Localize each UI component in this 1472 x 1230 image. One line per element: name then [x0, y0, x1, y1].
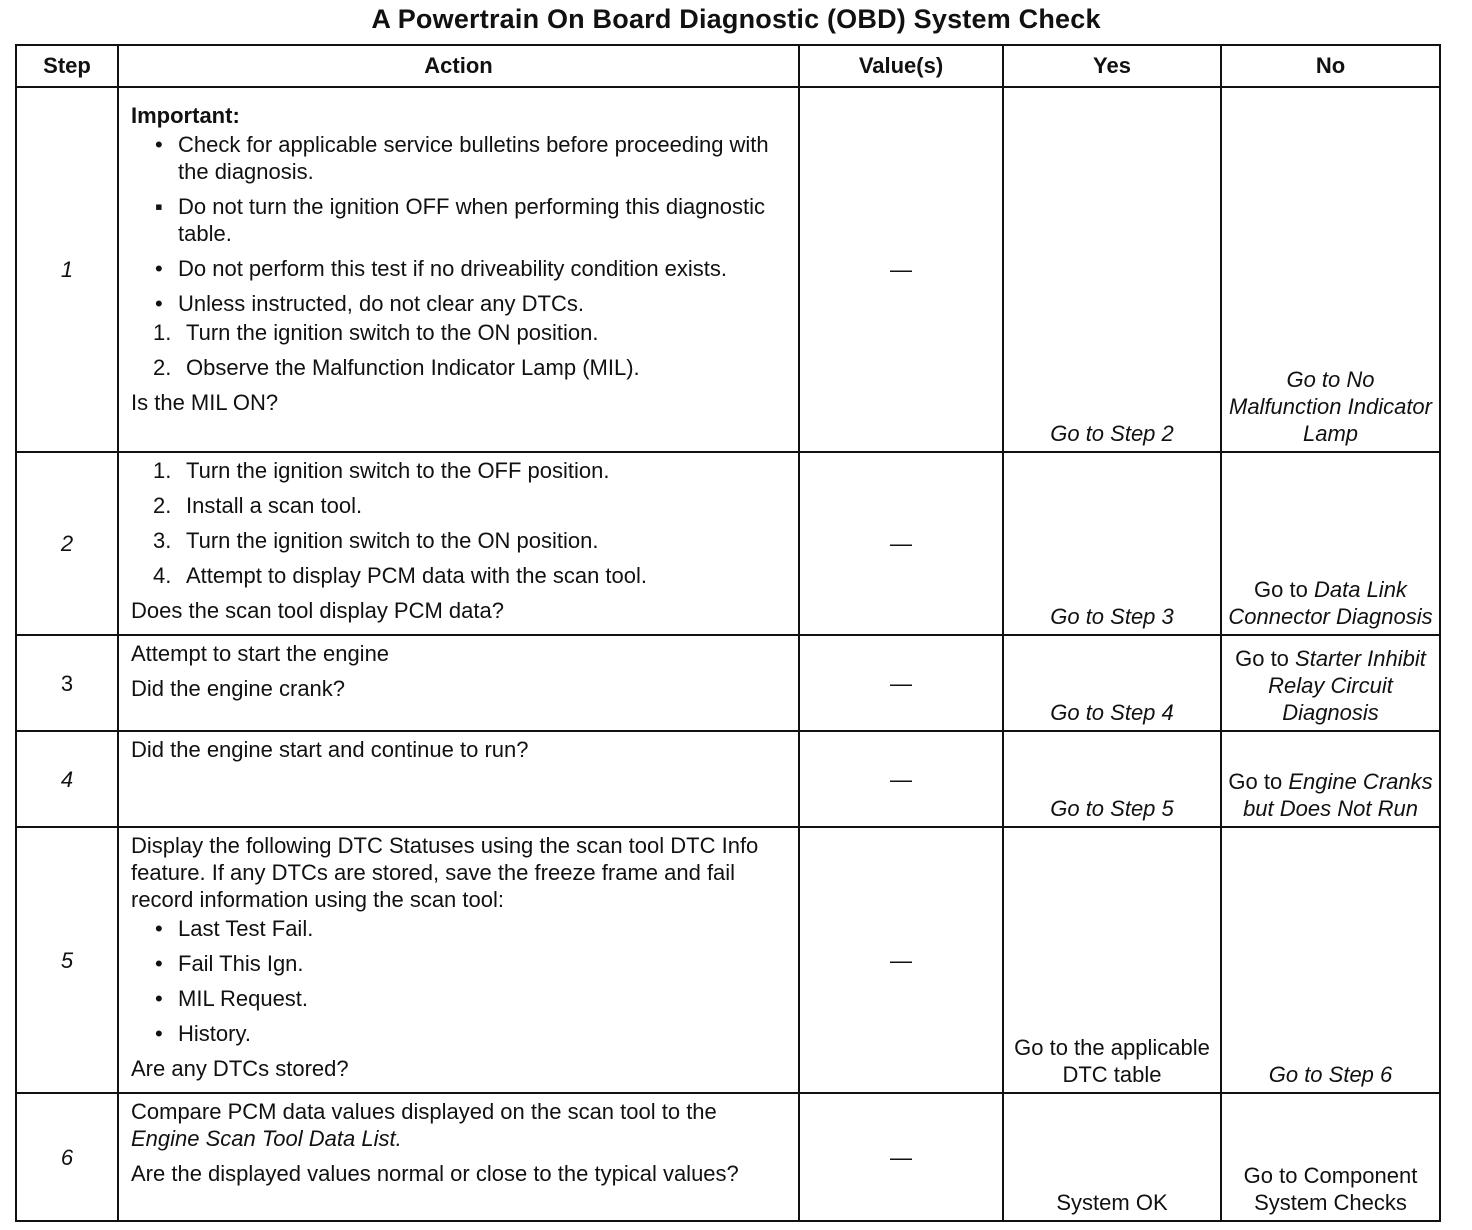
table-row — [16, 827, 1440, 1093]
question: Did the engine start and continue to run? — [131, 737, 529, 762]
list-item: • Fail This Ign. — [155, 951, 304, 976]
yes-cell — [1003, 452, 1221, 635]
action-text: Attempt to start the engine — [131, 641, 390, 666]
list-item: • Check for applicable service bulletins before proceeding with the diagnosis. — [155, 132, 769, 184]
list-item: 3. Turn the ignition switch to the ON position. — [153, 528, 599, 553]
action-cell — [118, 635, 799, 731]
step-number: 1 — [16, 87, 118, 452]
step-number: 6 — [16, 1093, 118, 1221]
bullet-icon: • — [155, 916, 163, 941]
step-number: 5 — [16, 827, 118, 1093]
table-row — [16, 1093, 1440, 1221]
bullet-icon: • — [155, 951, 163, 976]
step-number: 4 — [16, 731, 118, 827]
header-yes: Yes — [1003, 45, 1221, 87]
no-link[interactable]: Engine Cranks but Does Not Run — [1243, 769, 1433, 821]
list-item: • MIL Request. — [155, 986, 309, 1011]
bullet-icon: • — [155, 256, 163, 281]
yes-cell — [1003, 731, 1221, 827]
no-link[interactable]: Go to Component System Checks — [1243, 1163, 1418, 1215]
action-cell — [118, 731, 799, 827]
yes-link[interactable]: Go to Step 4 — [1050, 700, 1174, 725]
table-row — [16, 452, 1440, 635]
no-prefix: Go to — [1228, 769, 1283, 794]
yes-cell — [1003, 635, 1221, 731]
header-row — [16, 45, 1440, 87]
no-link[interactable]: Starter Inhibit Relay Circuit Diagnosis — [1268, 646, 1426, 725]
list-item: 4. Attempt to display PCM data with the scan tool. — [153, 563, 648, 588]
bullet-icon: ▪ — [155, 194, 163, 219]
value-cell: — — [799, 1093, 1003, 1221]
bullet-icon: • — [155, 986, 163, 1011]
table-row — [16, 87, 1440, 452]
yes-link[interactable]: Go to the applicable DTC table — [1014, 1035, 1210, 1087]
no-cell — [1221, 827, 1440, 1093]
list-item: 2. Install a scan tool. — [153, 493, 363, 518]
reference-link[interactable]: Engine Scan Tool Data List. — [131, 1126, 402, 1151]
question: Did the engine crank? — [131, 676, 346, 701]
list-item: • Unless instructed, do not clear any DTCs. — [155, 291, 584, 316]
no-cell — [1221, 731, 1440, 827]
action-cell — [118, 452, 799, 635]
list-item: • History. — [155, 1021, 251, 1046]
yes-link[interactable]: Go to Step 2 — [1050, 421, 1174, 446]
table-row — [16, 731, 1440, 827]
value-cell: — — [799, 87, 1003, 452]
list-item: • Last Test Fail. — [155, 916, 314, 941]
header-values: Value(s) — [799, 45, 1003, 87]
header-no: No — [1221, 45, 1440, 87]
yes-link[interactable]: Go to Step 3 — [1050, 604, 1174, 629]
no-cell — [1221, 1093, 1440, 1221]
list-item: 2. Observe the Malfunction Indicator Lamp (MIL). — [153, 355, 640, 380]
important-label: Important: — [131, 103, 240, 128]
yes-cell — [1003, 827, 1221, 1093]
header-action: Action — [118, 45, 799, 87]
question: Are the displayed values normal or close to the typical values? — [131, 1161, 739, 1186]
no-cell — [1221, 452, 1440, 635]
action-cell — [118, 1093, 799, 1221]
bullet-icon: • — [155, 132, 163, 157]
diagnostic-table — [15, 44, 1441, 1222]
value-cell: — — [799, 827, 1003, 1093]
list-item: ▪ Do not turn the ignition OFF when performing this diagnostic table. — [155, 194, 765, 246]
action-cell — [118, 87, 799, 452]
bullet-icon: • — [155, 291, 163, 316]
no-cell — [1221, 635, 1440, 731]
yes-link[interactable]: Go to Step 5 — [1050, 796, 1174, 821]
step-number: 3 — [16, 635, 118, 731]
page-title: A Powertrain On Board Diagnostic (OBD) System Check — [371, 4, 1101, 34]
list-item: 1. Turn the ignition switch to the ON position. — [153, 320, 599, 345]
header-step: Step — [16, 45, 118, 87]
no-link[interactable]: Go to Step 6 — [1268, 1062, 1393, 1087]
action-cell — [118, 827, 799, 1093]
value-cell: — — [799, 731, 1003, 827]
question: Are any DTCs stored? — [131, 1056, 349, 1081]
no-cell — [1221, 87, 1440, 452]
no-link[interactable]: Data Link Connector Diagnosis — [1228, 577, 1433, 629]
yes-link[interactable]: System OK — [1056, 1190, 1168, 1215]
action-intro: Display the following DTC Statuses using the scan tool DTC Info feature. If any DTCs are stored, save the freeze frame and fail record information using the scan tool: — [131, 833, 759, 912]
list-item: • Do not perform this test if no driveability condition exists. — [155, 256, 728, 281]
question: Does the scan tool display PCM data? — [131, 598, 504, 623]
bullet-icon: • — [155, 1021, 163, 1046]
value-cell: — — [799, 635, 1003, 731]
step-number: 2 — [16, 452, 118, 635]
yes-cell — [1003, 87, 1221, 452]
table-row — [16, 635, 1440, 731]
no-link[interactable]: Go to No Malfunction Indicator Lamp — [1229, 367, 1432, 446]
action-intro: Compare PCM data values displayed on the scan tool to the Engine Scan Tool Data List. — [131, 1099, 717, 1151]
yes-cell — [1003, 1093, 1221, 1221]
no-prefix: Go to — [1254, 577, 1308, 602]
question: Is the MIL ON? — [131, 390, 279, 415]
list-item: 1. Turn the ignition switch to the OFF position. — [153, 458, 610, 483]
no-prefix: Go to — [1235, 646, 1289, 671]
value-cell: — — [799, 452, 1003, 635]
